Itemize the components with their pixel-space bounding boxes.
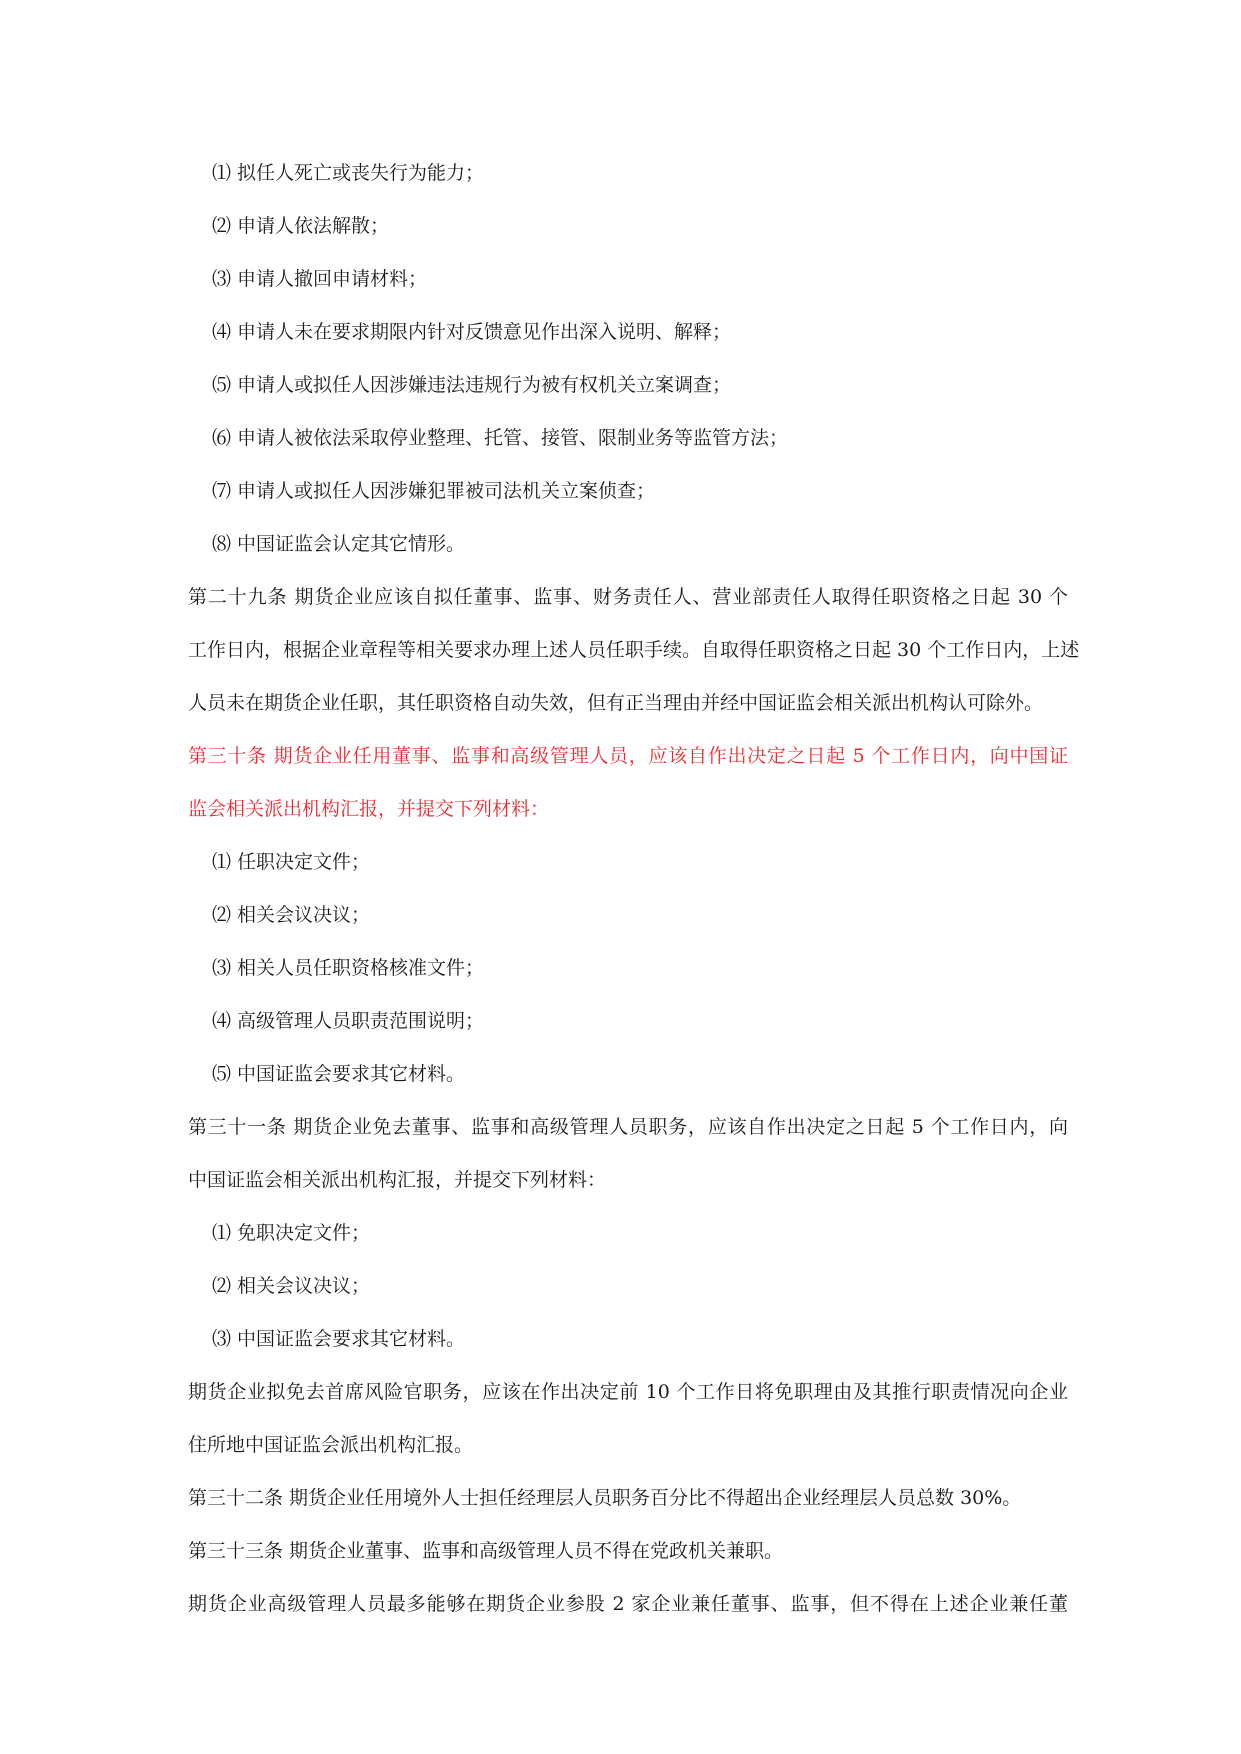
cro-dismissal-line-2: 住所地中国证监会派出机构汇报。 <box>188 1434 474 1456</box>
item-4-no-response: ⑷ 申请人未在要求期限内针对反馈意见作出深入说明、解释； <box>212 321 732 343</box>
art30-item-1: ⑴ 任职决定文件； <box>212 851 371 873</box>
article-30-line-1: 第三十条 期货企业任用董事、监事和高级管理人员，应该自作出决定之日起 5 个工作日内，向中国证 <box>188 745 1068 767</box>
item-7-criminal: ⑺ 申请人或拟任人因涉嫌犯罪被司法机关立案侦查； <box>212 480 656 502</box>
art31-item-3: ⑶ 中国证监会要求其它材料。 <box>212 1328 466 1350</box>
article-29-line-2: 工作日内，根据企业章程等相关要求办理上述人员任职手续。自取得任职资格之日起 30 个工作日内，上述 <box>188 639 1080 661</box>
article-32: 第三十二条 期货企业任用境外人士担任经理层人员职务百分比不得超出企业经理层人员总数 30%。 <box>188 1487 1022 1509</box>
art31-item-1: ⑴ 免职决定文件； <box>212 1222 371 1244</box>
item-5-investigation: ⑸ 申请人或拟任人因涉嫌违法违规行为被有权机关立案调查； <box>212 374 732 396</box>
article-29-line-3: 人员未在期货企业任职，其任职资格自动失效，但有正当理由并经中国证监会相关派出机构认可除外。 <box>188 692 1044 714</box>
item-6-supervision: ⑹ 申请人被依法采取停业整理、托管、接管、限制业务等监管方法； <box>212 427 789 449</box>
art31-item-2: ⑵ 相关会议决议； <box>212 1275 371 1297</box>
art30-item-2: ⑵ 相关会议决议； <box>212 904 371 926</box>
item-8-other: ⑻ 中国证监会认定其它情形。 <box>212 533 466 555</box>
article-30-line-2: 监会相关派出机构汇报，并提交下列材料： <box>188 798 550 820</box>
article-33: 第三十三条 期货企业董事、监事和高级管理人员不得在党政机关兼职。 <box>188 1540 784 1562</box>
article-31-line-1: 第三十一条 期货企业免去董事、监事和高级管理人员职务，应该自作出决定之日起 5 个工作日内，向 <box>188 1116 1068 1138</box>
art30-item-4: ⑷ 高级管理人员职责范围说明； <box>212 1010 485 1032</box>
art30-item-5: ⑸ 中国证监会要求其它材料。 <box>212 1063 466 1085</box>
art30-item-3: ⑶ 相关人员任职资格核准文件； <box>212 957 485 979</box>
article-33-para-2: 期货企业高级管理人员最多能够在期货企业参股 2 家企业兼任董事、监事，但不得在上述企业兼任董 <box>188 1593 1068 1615</box>
article-31-line-2: 中国证监会相关派出机构汇报，并提交下列材料： <box>188 1169 607 1191</box>
item-1-death: ⑴ 拟任人死亡或丧失行为能力； <box>212 162 485 184</box>
item-2-dissolution: ⑵ 申请人依法解散； <box>212 215 390 237</box>
article-29-line-1: 第二十九条 期货企业应该自拟任董事、监事、财务责任人、营业部责任人取得任职资格之日起 30 个 <box>188 586 1068 608</box>
item-3-withdrawal: ⑶ 申请人撤回申请材料； <box>212 268 428 290</box>
cro-dismissal-line-1: 期货企业拟免去首席风险官职务，应该在作出决定前 10 个工作日将免职理由及其推行职责情况向企业 <box>188 1381 1068 1403</box>
